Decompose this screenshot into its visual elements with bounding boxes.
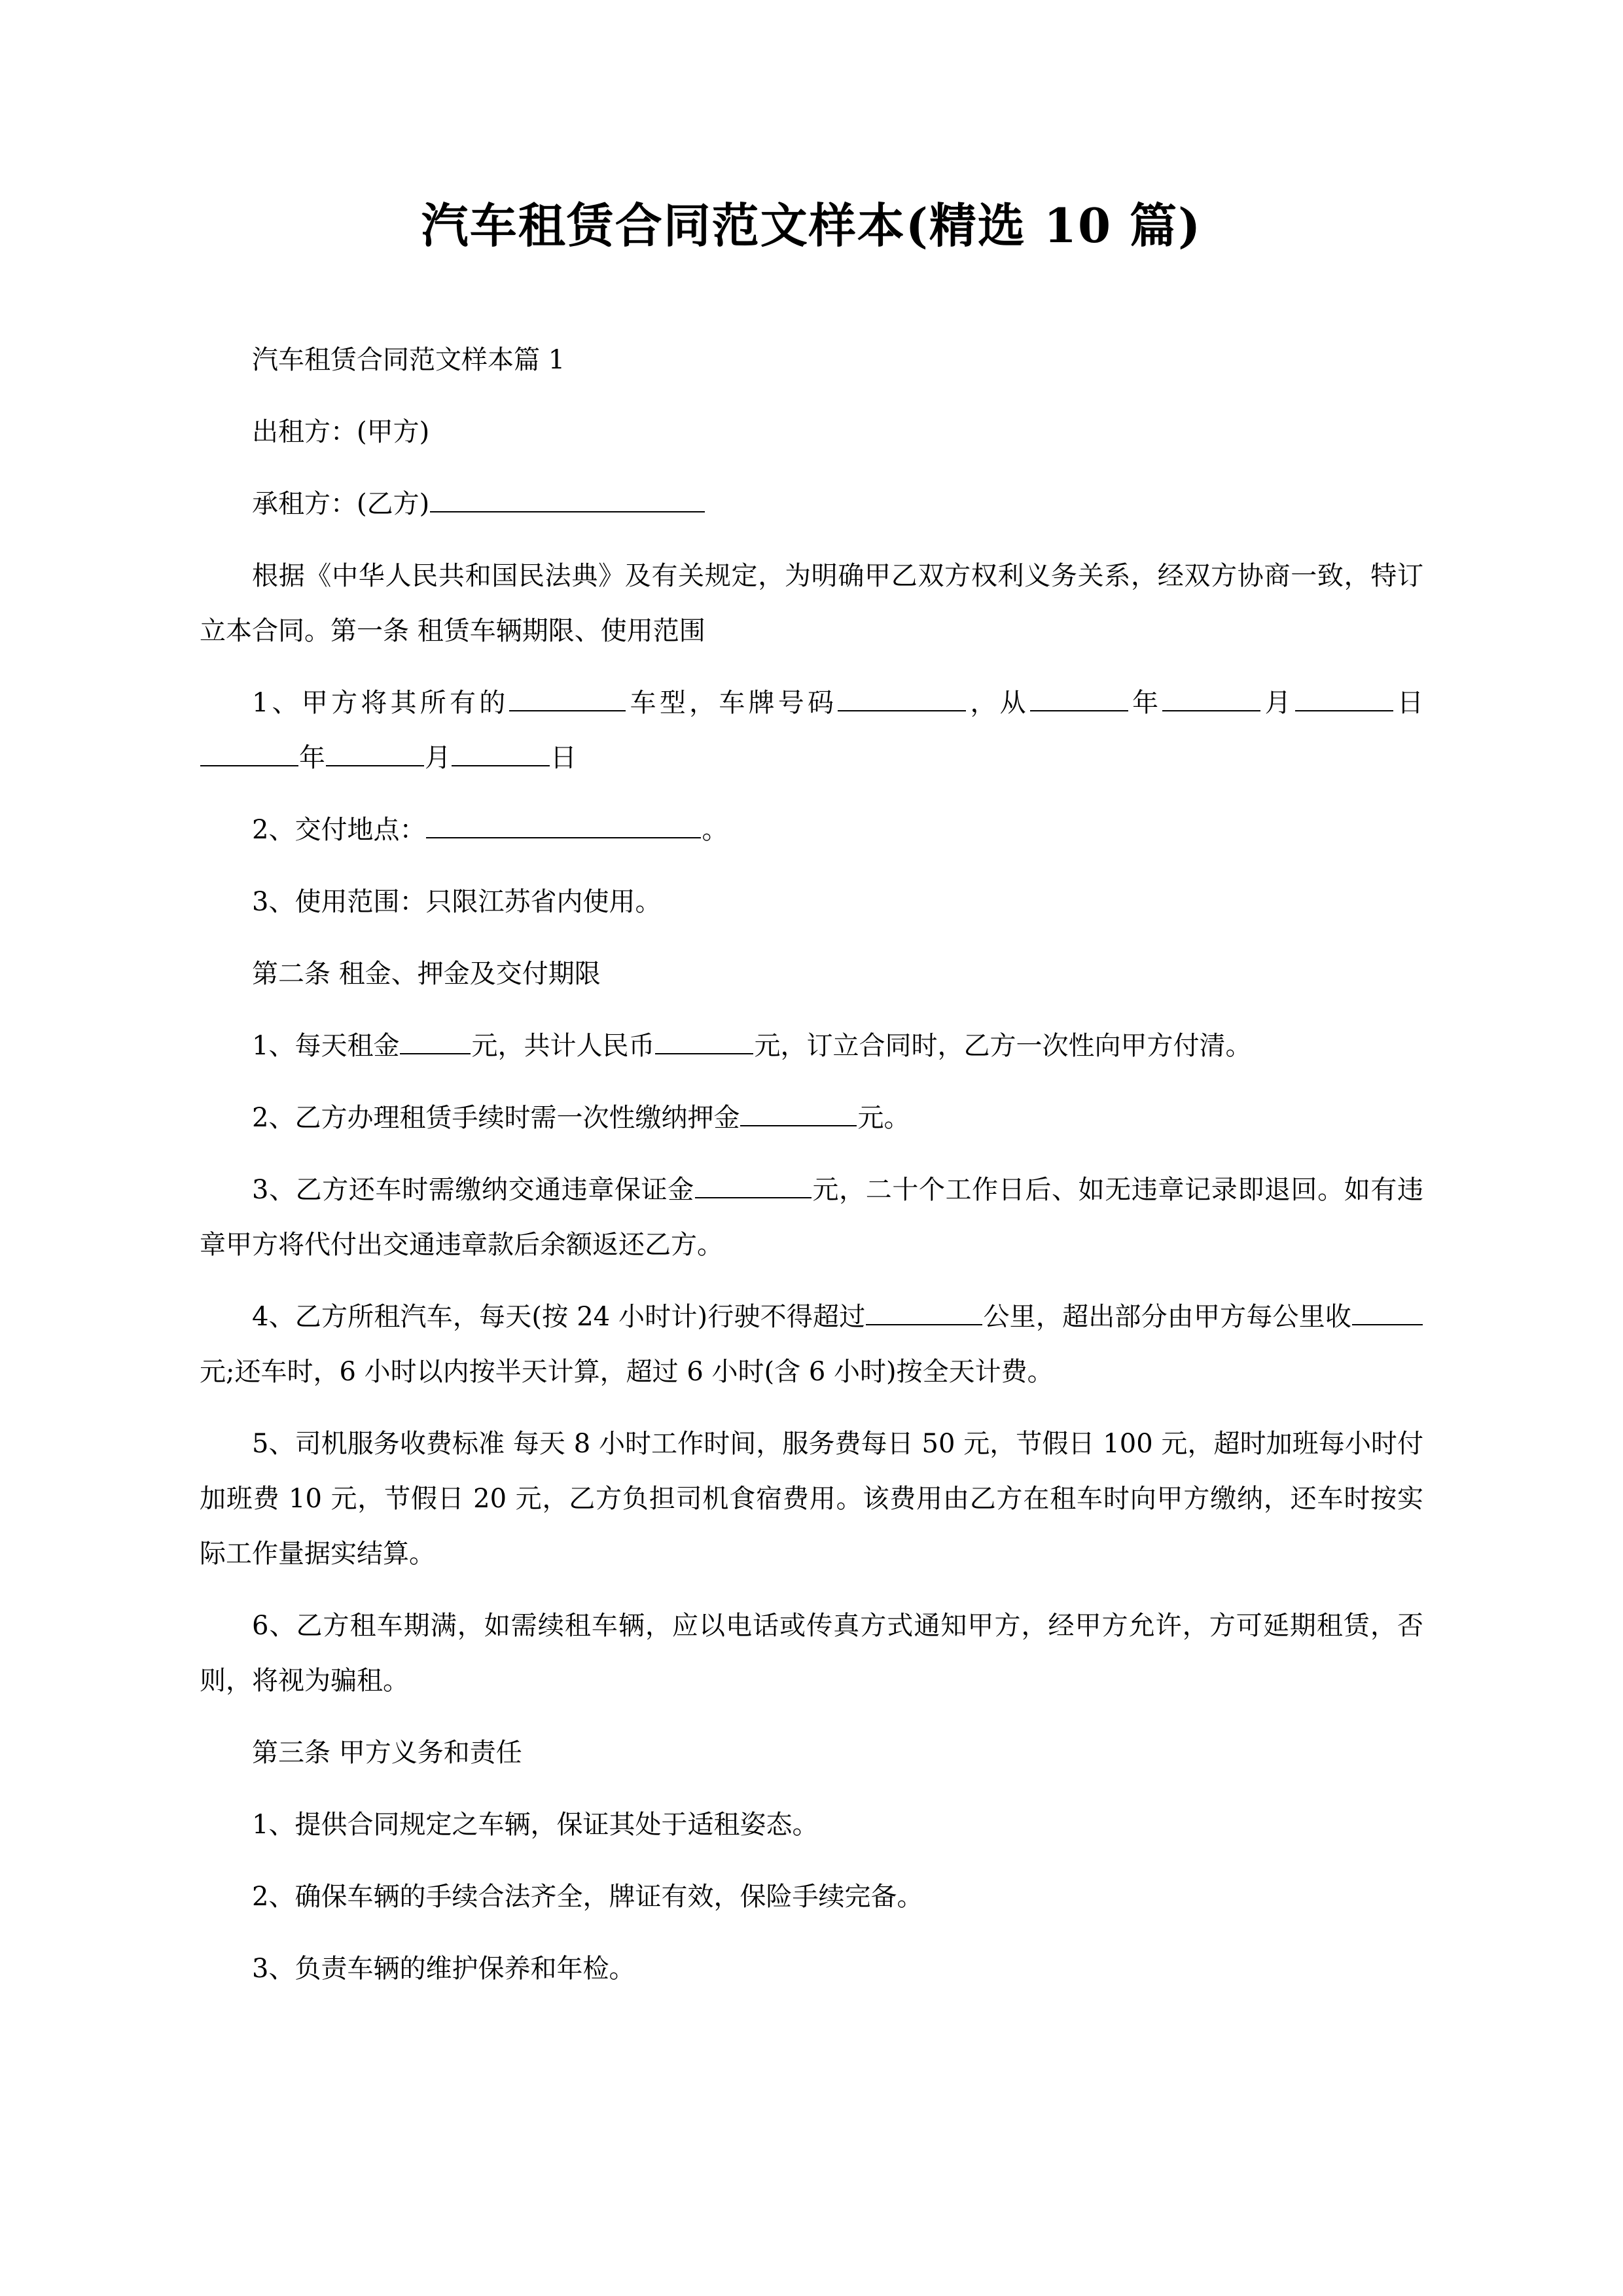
daily-rent-blank[interactable] xyxy=(400,1027,471,1054)
a1i1-seg7: 年 xyxy=(299,743,325,773)
article1-item3: 3、使用范围：只限江苏省内使用。 xyxy=(252,887,662,917)
page-title: 汽车租赁合同范文样本(精选 10 篇) xyxy=(421,198,1202,253)
article3-item2: 2、确保车辆的手续合法齐全，牌证有效，保险手续完备。 xyxy=(252,1882,923,1912)
document-body xyxy=(200,332,1423,1996)
lessee-line xyxy=(200,476,1423,531)
a2i2-seg1: 2、乙方办理租赁手续时需一次性缴纳押金 xyxy=(252,1103,740,1133)
a1i1-seg4: 年 xyxy=(1128,688,1162,718)
section-heading: 汽车租赁合同范文样本篇 1 xyxy=(252,345,565,375)
violation-deposit-blank[interactable] xyxy=(695,1171,812,1198)
a2i2-seg2: 元。 xyxy=(857,1103,910,1133)
a2i1-seg2: 元，共计人民币 xyxy=(471,1031,655,1061)
article3-item1: 1、提供合同规定之车辆，保证其处于适租姿态。 xyxy=(252,1810,819,1840)
a1i1-seg6: 日 xyxy=(1393,688,1424,718)
a2i4-seg2: 公里，超出部分由甲方每公里收 xyxy=(983,1302,1351,1332)
a1i2-seg2: 。 xyxy=(702,815,728,845)
a1i1-seg3: ，从 xyxy=(967,688,1029,718)
plate-number-blank[interactable] xyxy=(838,684,966,711)
start-year-blank[interactable] xyxy=(1030,684,1128,711)
a1i1-seg8: 月 xyxy=(425,743,451,773)
a1i1-seg2: 车型，车牌号码 xyxy=(626,688,838,718)
lessee-blank[interactable] xyxy=(430,485,705,512)
a1i1-seg1: 1、甲方将其所有的 xyxy=(252,688,509,718)
article2-item2 xyxy=(200,1090,1423,1145)
start-day-blank[interactable] xyxy=(1295,684,1393,711)
vehicle-model-blank[interactable] xyxy=(509,684,626,711)
end-month-blank[interactable] xyxy=(326,739,424,766)
article2-item1 xyxy=(200,1018,1423,1073)
article3-heading: 第三条 甲方义务和责任 xyxy=(252,1738,522,1768)
mileage-limit-blank[interactable] xyxy=(866,1298,982,1325)
end-day-blank[interactable] xyxy=(452,739,550,766)
article2-item6: 6、乙方租车期满，如需续租车辆，应以电话或传真方式通知甲方，经甲方允许，方可延期租赁，否则，将视为骗租。 xyxy=(200,1611,1423,1696)
a1i1-seg9: 日 xyxy=(550,743,577,773)
article1-item2 xyxy=(200,802,1423,857)
total-rent-blank[interactable] xyxy=(655,1027,753,1054)
article2-item5: 5、司机服务收费标准 每天 8 小时工作时间，服务费每日 50 元，节假日 100 元，超时加班每小时付加班费 10 元，节假日 20 元，乙方负担司机食宿费用。该费用由乙方在租车时向甲方缴纳，还车时按实际工作量据实结算。 xyxy=(200,1429,1423,1569)
preamble-text: 根据《中华人民共和国民法典》及有关规定，为明确甲乙双方权利义务关系，经双方协商一致，特订立本合同。 xyxy=(200,561,1423,646)
a2i3-seg1: 3、乙方还车时需缴纳交通违章保证金 xyxy=(252,1175,694,1205)
lessor-line: 出租方：(甲方) xyxy=(252,417,430,447)
end-year-blank[interactable] xyxy=(200,739,298,766)
a2i4-seg3: 元;还车时，6 小时以内按半天计算，超过 6 小时(含 6 小时)按全天计费。 xyxy=(200,1357,1054,1387)
lessee-label: 承租方：(乙方) xyxy=(252,489,430,519)
article2-heading: 第二条 租金、押金及交付期限 xyxy=(252,959,601,989)
deposit-blank[interactable] xyxy=(740,1099,857,1126)
article1-heading: 第一条 租赁车辆期限、使用范围 xyxy=(330,616,705,646)
per-km-fee-blank[interactable] xyxy=(1352,1298,1423,1325)
article2-item4 xyxy=(200,1289,1423,1399)
a1i2-seg1: 2、交付地点： xyxy=(252,815,426,845)
preamble-paragraph xyxy=(200,548,1423,658)
article3-item3: 3、负责车辆的维护保养和年检。 xyxy=(252,1954,635,1984)
article2-item3 xyxy=(200,1162,1423,1272)
delivery-place-blank[interactable] xyxy=(426,811,701,838)
a2i1-seg1: 1、每天租金 xyxy=(252,1031,400,1061)
a1i1-seg5: 月 xyxy=(1261,688,1294,718)
a2i3-seg2: 元，二十个工作日后、如无违章记录即退回。如有违章甲方将代付出交通违章款后余额返还乙方。 xyxy=(200,1175,1424,1260)
article1-item1 xyxy=(200,675,1423,785)
a2i4-seg1: 4、乙方所租汽车，每天(按 24 小时计)行驶不得超过 xyxy=(252,1302,866,1332)
start-month-blank[interactable] xyxy=(1162,684,1260,711)
a2i1-seg3: 元，订立合同时，乙方一次性向甲方付清。 xyxy=(754,1031,1252,1061)
